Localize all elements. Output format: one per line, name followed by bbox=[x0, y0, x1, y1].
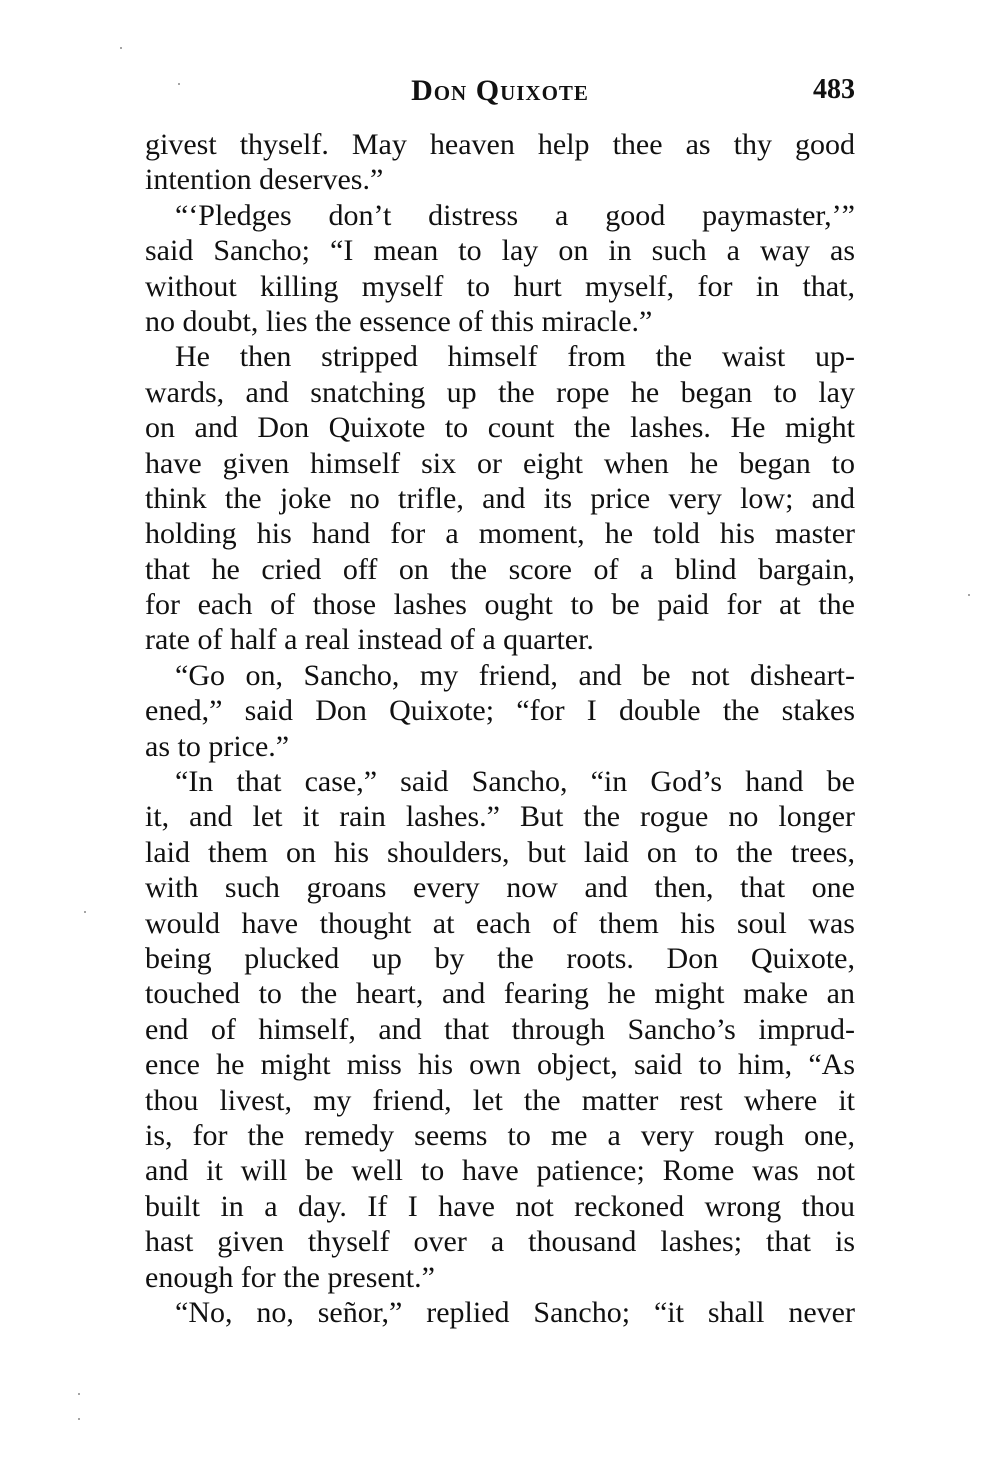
page-header bbox=[145, 74, 855, 114]
scan-speck bbox=[968, 594, 970, 596]
text-line: He then stripped himself from the waist up- bbox=[175, 340, 855, 374]
page-number: 483 bbox=[813, 74, 855, 105]
text-line: “No, no, señor,” replied Sancho; “it shall never bbox=[175, 1295, 855, 1329]
scan-speck bbox=[78, 1418, 80, 1420]
text-line: touched to the heart, and fearing he might make an bbox=[145, 977, 855, 1011]
scan-speck bbox=[178, 83, 180, 85]
text-line: ence he might miss his own object, said to him, “As bbox=[145, 1048, 855, 1082]
text-line: on and Don Quixote to count the lashes. He might bbox=[145, 411, 855, 445]
scan-speck bbox=[84, 911, 86, 913]
text-line: “Go on, Sancho, my friend, and be not disheart- bbox=[175, 658, 855, 692]
text-line: no doubt, lies the essence of this miracle.” bbox=[145, 304, 653, 338]
running-head: Don Quixote bbox=[411, 74, 589, 107]
text-line: without killing myself to hurt myself, for in that, bbox=[145, 269, 855, 303]
text-line: it, and let it rain lashes.” But the rogue no longer bbox=[145, 800, 855, 834]
text-line: with such groans every now and then, that one bbox=[145, 871, 855, 905]
text-line: “In that case,” said Sancho, “in God’s hand be bbox=[175, 765, 855, 799]
text-line: end of himself, and that through Sancho’s imprud- bbox=[145, 1012, 855, 1046]
text-line: is, for the remedy seems to me a very rough one, bbox=[145, 1118, 855, 1152]
text-line: holding his hand for a moment, he told his master bbox=[145, 517, 855, 551]
text-line: thou livest, my friend, let the matter rest where it bbox=[145, 1083, 855, 1117]
text-line: enough for the present.” bbox=[145, 1260, 435, 1294]
text-line: intention deserves.” bbox=[145, 163, 384, 197]
text-line: givest thyself. May heaven help thee as thy good bbox=[145, 128, 855, 161]
text-line: would have thought at each of them his soul was bbox=[145, 906, 855, 940]
text-line: that he cried off on the score of a blind bargain, bbox=[145, 552, 855, 586]
text-line: built in a day. If I have not reckoned wrong thou bbox=[145, 1189, 855, 1223]
scan-speck bbox=[120, 47, 122, 49]
text-line: think the joke no trifle, and its price very low; and bbox=[145, 481, 855, 515]
text-line: laid them on his shoulders, but laid on to the trees, bbox=[145, 835, 855, 869]
text-line: have given himself six or eight when he began to bbox=[145, 446, 855, 480]
text-line: and it will be well to have patience; Rome was not bbox=[145, 1154, 855, 1188]
text-line: “‘Pledges don’t distress a good paymaster,’” bbox=[175, 198, 855, 232]
text-line: rate of half a real instead of a quarter. bbox=[145, 623, 594, 657]
body-text bbox=[145, 127, 855, 1330]
scan-speck bbox=[78, 1393, 80, 1395]
text-line: as to price.” bbox=[145, 729, 290, 763]
text-line: said Sancho; “I mean to lay on in such a way as bbox=[145, 234, 855, 268]
text-line: for each of those lashes ought to be paid for at the bbox=[145, 588, 855, 622]
text-line: wards, and snatching up the rope he began to lay bbox=[145, 375, 855, 409]
text-line: being plucked up by the roots. Don Quixote, bbox=[145, 941, 855, 975]
text-line: hast given thyself over a thousand lashes; that is bbox=[145, 1225, 855, 1259]
text-line: ened,” said Don Quixote; “for I double the stakes bbox=[145, 694, 855, 728]
